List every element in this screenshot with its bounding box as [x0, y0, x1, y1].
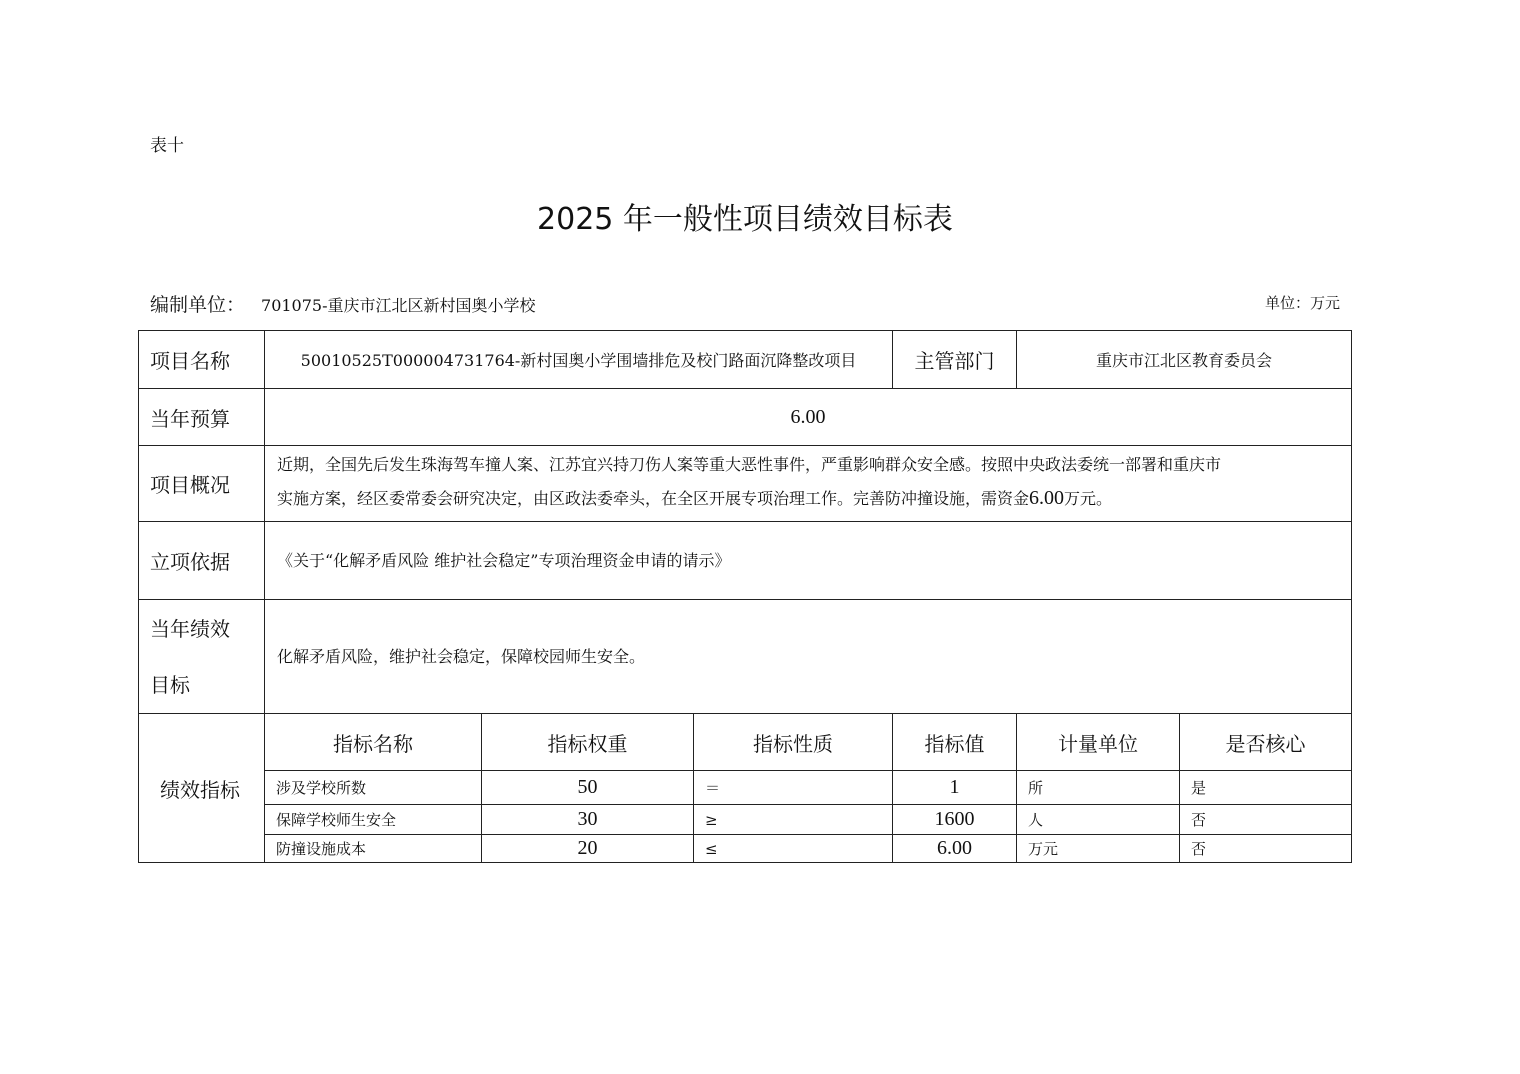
indicator-unit: 万元	[1017, 835, 1180, 863]
indicator-core: 否	[1180, 835, 1352, 863]
project-name-label: 项目名称	[139, 331, 265, 389]
indicator-unit: 所	[1017, 771, 1180, 805]
indicator-header: 指标性质	[694, 714, 893, 771]
overview-line-1: 近期，全国先后发生珠海驾车撞人案、江苏宜兴持刀伤人案等重大恶性事件，严重影响群众安全感。按照中央政法委统一部署和重庆市	[277, 455, 1222, 475]
goal-value: 化解矛盾风险，维护社会稳定，保障校园师生安全。	[265, 600, 1352, 714]
dept-label: 主管部门	[893, 331, 1017, 389]
indicator-value: 1	[893, 771, 1017, 805]
table-label: 表十	[150, 136, 184, 156]
dept-value: 重庆市江北区教育委员会	[1017, 331, 1352, 389]
indicator-weight: 20	[482, 835, 694, 863]
indicator-header-row	[139, 714, 1352, 771]
indicator-nature: ＝	[694, 771, 893, 805]
performance-table	[138, 330, 1352, 863]
indicator-nature: ≥	[694, 805, 893, 835]
indicator-name: 涉及学校所数	[265, 771, 482, 805]
money-unit: 单位：万元	[1264, 294, 1340, 312]
indicator-header: 是否核心	[1180, 714, 1352, 771]
overview-amount: 6.00	[1029, 486, 1065, 509]
compiler-value: 701075-重庆市江北区新村国奥小学校	[261, 296, 536, 315]
budget-label: 当年预算	[139, 389, 265, 446]
overview-line-2c: 万元。	[1064, 488, 1113, 508]
table-row	[139, 835, 1352, 863]
indicator-weight: 50	[482, 771, 694, 805]
row-budget	[139, 389, 1352, 446]
indicator-name: 防撞设施成本	[265, 835, 482, 863]
indicator-header: 指标值	[893, 714, 1017, 771]
indicator-nature: ≤	[694, 835, 893, 863]
basis-value: 《关于“化解矛盾风险 维护社会稳定”专项治理资金申请的请示》	[265, 522, 1352, 600]
row-basis	[139, 522, 1352, 600]
compiler-row	[150, 290, 1340, 317]
indicator-unit: 人	[1017, 805, 1180, 835]
indicator-core: 否	[1180, 805, 1352, 835]
indicator-value: 6.00	[893, 835, 1017, 863]
table-row	[139, 805, 1352, 835]
indicator-value: 1600	[893, 805, 1017, 835]
indicator-header: 计量单位	[1017, 714, 1180, 771]
project-name-value: 50010525T000004731764-新村国奥小学围墙排危及校门路面沉降整改项目	[265, 331, 893, 389]
overview-value	[265, 446, 1352, 522]
indicator-core: 是	[1180, 771, 1352, 805]
row-project-name	[139, 331, 1352, 389]
table-row	[139, 771, 1352, 805]
page-title: 2025 年一般性项目绩效目标表	[537, 202, 953, 237]
indicators-label: 绩效指标	[139, 714, 265, 863]
indicator-name: 保障学校师生安全	[265, 805, 482, 835]
goal-label-line-1: 当年绩效	[150, 616, 230, 641]
row-goal	[139, 600, 1352, 714]
indicator-header: 指标名称	[265, 714, 482, 771]
overview-label: 项目概况	[139, 446, 265, 522]
compiler-label: 编制单位：	[150, 294, 246, 316]
indicator-weight: 30	[482, 805, 694, 835]
indicator-header: 指标权重	[482, 714, 694, 771]
basis-label: 立项依据	[139, 522, 265, 600]
goal-label-line-2: 目标	[150, 672, 190, 697]
overview-line-2a: 实施方案，经区委常委会研究决定，由区政法委牵头，在全区开展专项治理工作。完善防冲撞设施，需资金	[277, 488, 1030, 508]
row-overview	[139, 446, 1352, 522]
goal-label	[139, 600, 265, 714]
budget-value: 6.00	[265, 389, 1352, 446]
